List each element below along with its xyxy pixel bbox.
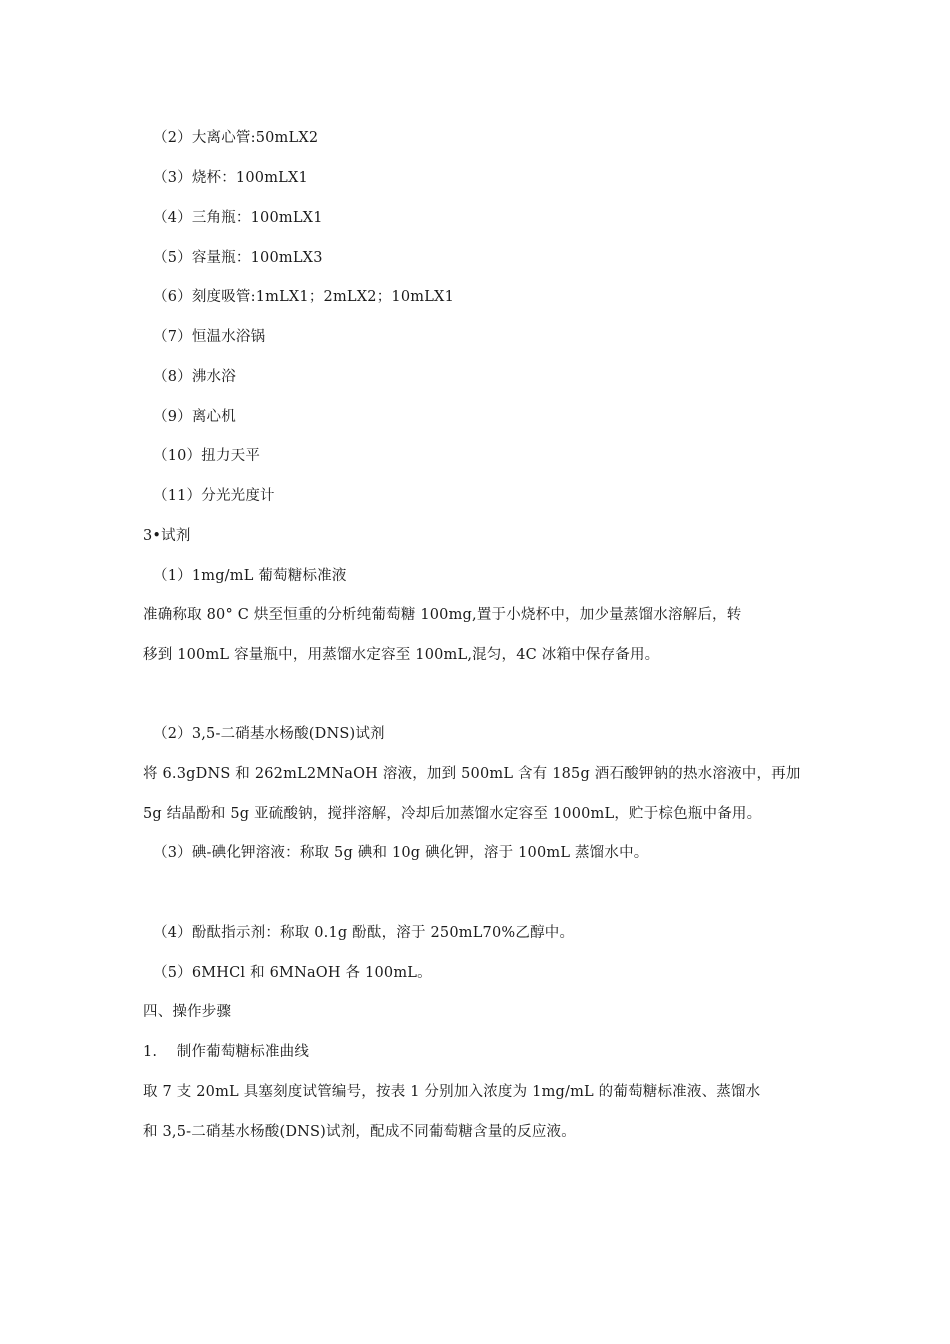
reagent-5: （5）6MHCl 和 6MNaOH 各 100mL。 xyxy=(153,965,432,981)
equipment-item: （8）沸水浴 xyxy=(153,369,236,385)
reagents-heading: 3•试剂 xyxy=(143,528,191,544)
equipment-item: （6）刻度吸管:1mLX1；2mLX2；10mLX1 xyxy=(153,289,454,305)
step-1-title: 1. 制作葡萄糖标准曲线 xyxy=(143,1044,310,1060)
equipment-item: （11）分光光度计 xyxy=(153,488,275,504)
equipment-item: （10）扭力天平 xyxy=(153,448,261,464)
reagent-2-text: 将 6.3gDNS 和 262mL2MNaOH 溶液，加到 500mL 含有 185g 酒石酸钾钠的热水溶液中，再加 xyxy=(143,766,801,782)
reagent-1-title: （1）1mg/mL 葡萄糖标准液 xyxy=(153,568,347,584)
equipment-item: （7）恒温水浴锅 xyxy=(153,329,266,345)
equipment-item: （5）容量瓶：100mLX3 xyxy=(153,250,323,266)
reagent-4: （4）酚酞指示剂：称取 0.1g 酚酞，溶于 250mL70%乙醇中。 xyxy=(153,925,575,941)
section-heading: 四、操作步骤 xyxy=(143,1004,232,1020)
equipment-item: （4）三角瓶：100mLX1 xyxy=(153,210,323,226)
step-1-text: 和 3,5-二硝基水杨酸(DNS)试剂，配成不同葡萄糖含量的反应液。 xyxy=(143,1124,576,1140)
equipment-item: （2）大离心管:50mLX2 xyxy=(153,130,319,146)
reagent-1-text: 移到 100mL 容量瓶中，用蒸馏水定容至 100mL,混匀，4C 冰箱中保存备用。 xyxy=(143,647,660,663)
equipment-item: （9）离心机 xyxy=(153,409,236,425)
reagent-2-text: 5g 结晶酚和 5g 亚硫酸钠，搅拌溶解，冷却后加蒸馏水定容至 1000mL，贮于棕色瓶中备用。 xyxy=(143,806,762,822)
step-1-text: 取 7 支 20mL 具塞刻度试管编号，按表 1 分别加入浓度为 1mg/mL 的葡萄糖标准液、蒸馏水 xyxy=(143,1084,761,1100)
reagent-2-title: （2）3,5-二硝基水杨酸(DNS)试剂 xyxy=(153,726,385,742)
reagent-1-text: 准确称取 80° C 烘至恒重的分析纯葡萄糖 100mg,置于小烧杯中，加少量蒸馏水溶解后，转 xyxy=(143,607,742,623)
reagent-3: （3）碘-碘化钾溶液：称取 5g 碘和 10g 碘化钾，溶于 100mL 蒸馏水中。 xyxy=(153,845,649,861)
equipment-item: （3）烧杯：100mLX1 xyxy=(153,170,308,186)
